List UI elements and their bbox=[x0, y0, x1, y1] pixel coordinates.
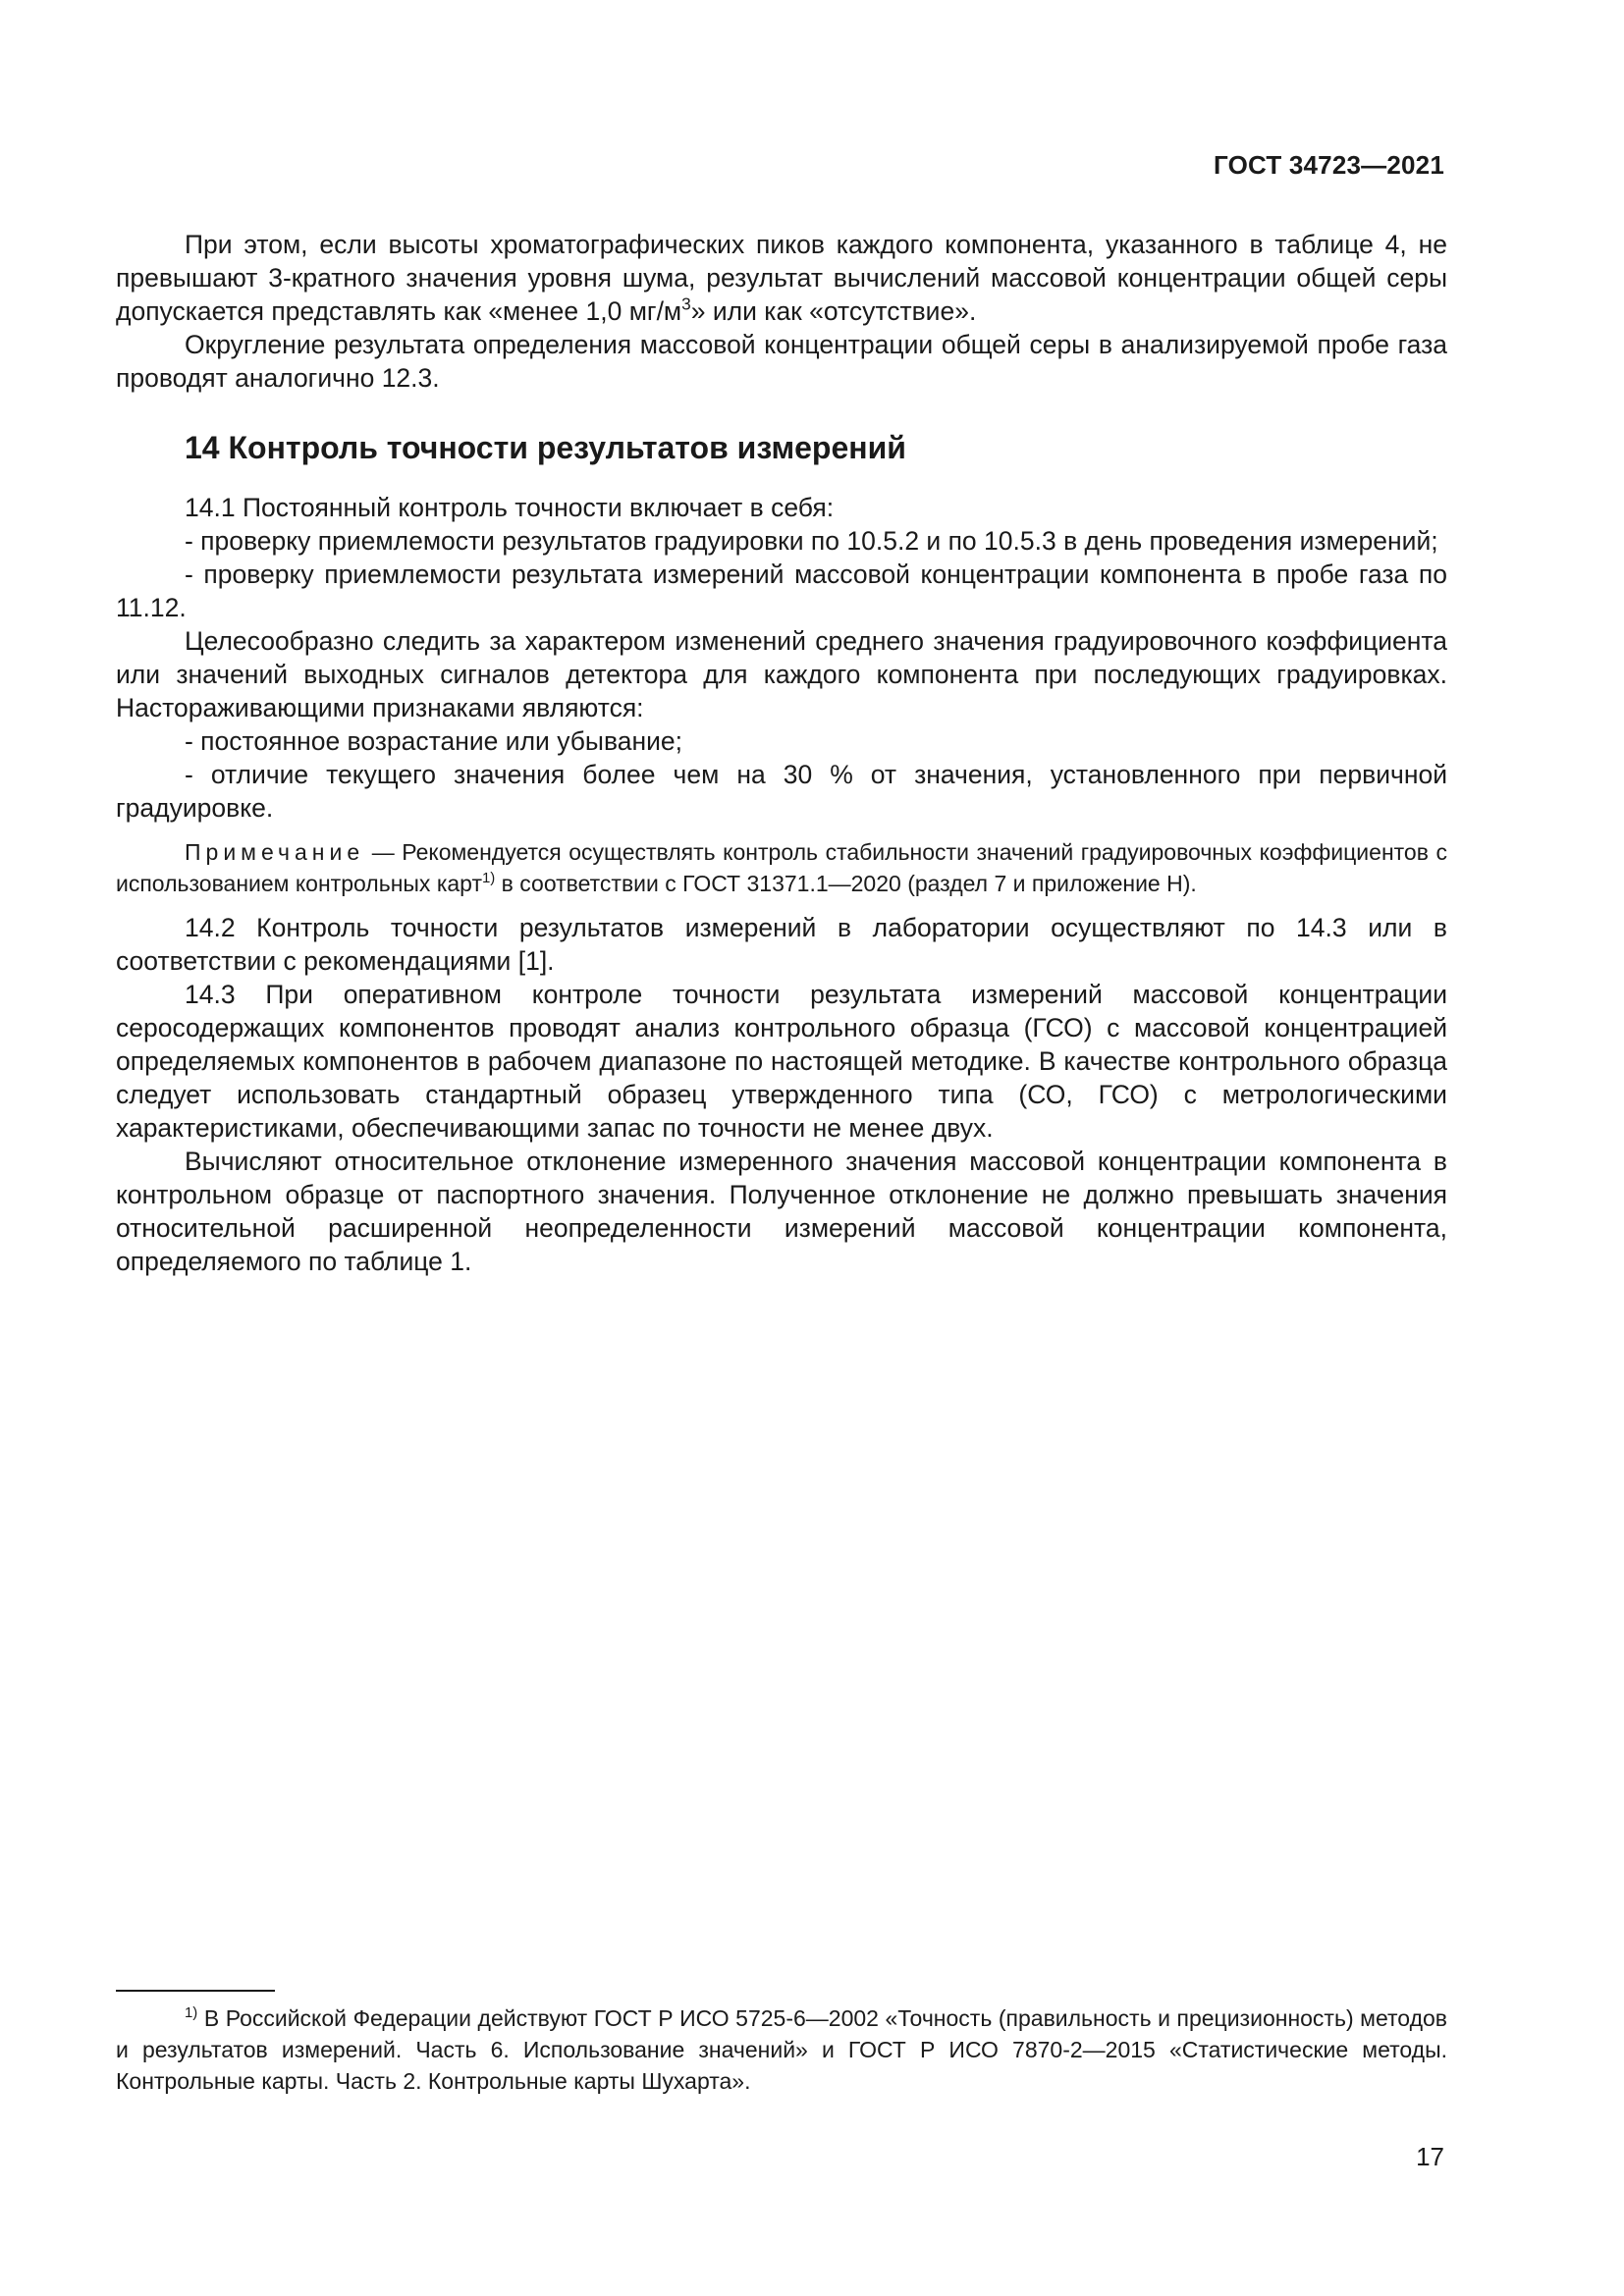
paragraph-monitoring: Целесообразно следить за характером изменений среднего значения градуировочного коэффициента или значений выходных сигналов детектора для каждого компонента при последующих градуировках. Настораживающими признаками являются: bbox=[116, 626, 1447, 722]
footnote-reference: 1) bbox=[482, 870, 496, 887]
footnote-marker: 1) bbox=[185, 2004, 198, 2022]
footnote-text: В Российской Федерации действуют ГОСТ Р ИСО 5725-6—2002 «Точность (правильность и прецизионность) методов и результатов измерений. Часть 6. Использование значений» и ГОСТ Р ИСО 7870-2—2015 «Статистические методы. Контрольные карты. Часть 2. Контрольные карты Шухарта». bbox=[116, 2005, 1447, 2094]
note-label: Примечание bbox=[185, 839, 365, 865]
paragraph-detection-limit bbox=[116, 228, 1447, 328]
note-text: — Рекомендуется осуществлять контроль стабильности значений градуировочных коэффициентов с использованием контрольных карт bbox=[116, 839, 1447, 896]
footnote-divider bbox=[116, 1990, 275, 1992]
list-item: - проверку приемлемости результатов градуировки по 10.5.2 и по 10.5.3 в день проведения измерений; bbox=[185, 526, 1438, 556]
page-content bbox=[116, 228, 1447, 1278]
paragraph-text: При этом, если высоты хроматографических пиков каждого компонента, указанного в таблице 4, не превышают 3-кратного значения уровня шума, результат вычислений массовой концентрации общей серы допускается представлять как «менее 1,0 мг/м bbox=[116, 230, 1447, 326]
paragraph-14-2: 14.2 Контроль точности результатов измерений в лаборатории осуществляют по 14.3 или в соответствии с рекомендациями [1]. bbox=[116, 913, 1447, 976]
superscript: 3 bbox=[681, 294, 691, 314]
paragraph-14-3: 14.3 При оперативном контроле точности результата измерений массовой концентрации серосодержащих компонентов проводят анализ контрольного образца (ГСО) с массовой концентрацией определяемых компонентов в рабочем диапазоне по настоящей методике. В качестве контрольного образца следует использовать стандартный образец утвержденного типа (СО, ГСО) с метрологическими характеристиками, обеспечивающими запас по точности не менее двух. bbox=[116, 980, 1447, 1143]
note bbox=[116, 836, 1447, 899]
note-text-tail: в соответствии с ГОСТ 31371.1—2020 (раздел 7 и приложение Н). bbox=[495, 871, 1197, 896]
document-header-id: ГОСТ 34723—2021 bbox=[1214, 150, 1444, 180]
page-number: 17 bbox=[1416, 2142, 1444, 2171]
list-item: - отличие текущего значения более чем на 30 % от значения, установленного при первичной градуировке. bbox=[116, 760, 1447, 823]
list-item: - постоянное возрастание или убывание; bbox=[185, 726, 683, 756]
paragraph-rounding: Округление результата определения массовой концентрации общей серы в анализируемой пробе газа проводят аналогично 12.3. bbox=[116, 330, 1447, 393]
paragraph-deviation: Вычисляют относительное отклонение измеренного значения массовой концентрации компонента в контрольном образце от паспортного значения. Полученное отклонение не должно превышать значения относительной расширенной неопределенности измерений массовой концентрации компонента, определяемого по таблице 1. bbox=[116, 1147, 1447, 1276]
list-item: - проверку приемлемости результата измерений массовой концентрации компонента в пробе газа по 11.12. bbox=[116, 560, 1447, 622]
section-title: 14 Контроль точности результатов измерений bbox=[185, 430, 906, 465]
paragraph-14-1: 14.1 Постоянный контроль точности включает в себя: bbox=[185, 493, 835, 522]
footnote bbox=[116, 2002, 1447, 2097]
paragraph-text-tail: » или как «отсутствие». bbox=[690, 296, 977, 326]
